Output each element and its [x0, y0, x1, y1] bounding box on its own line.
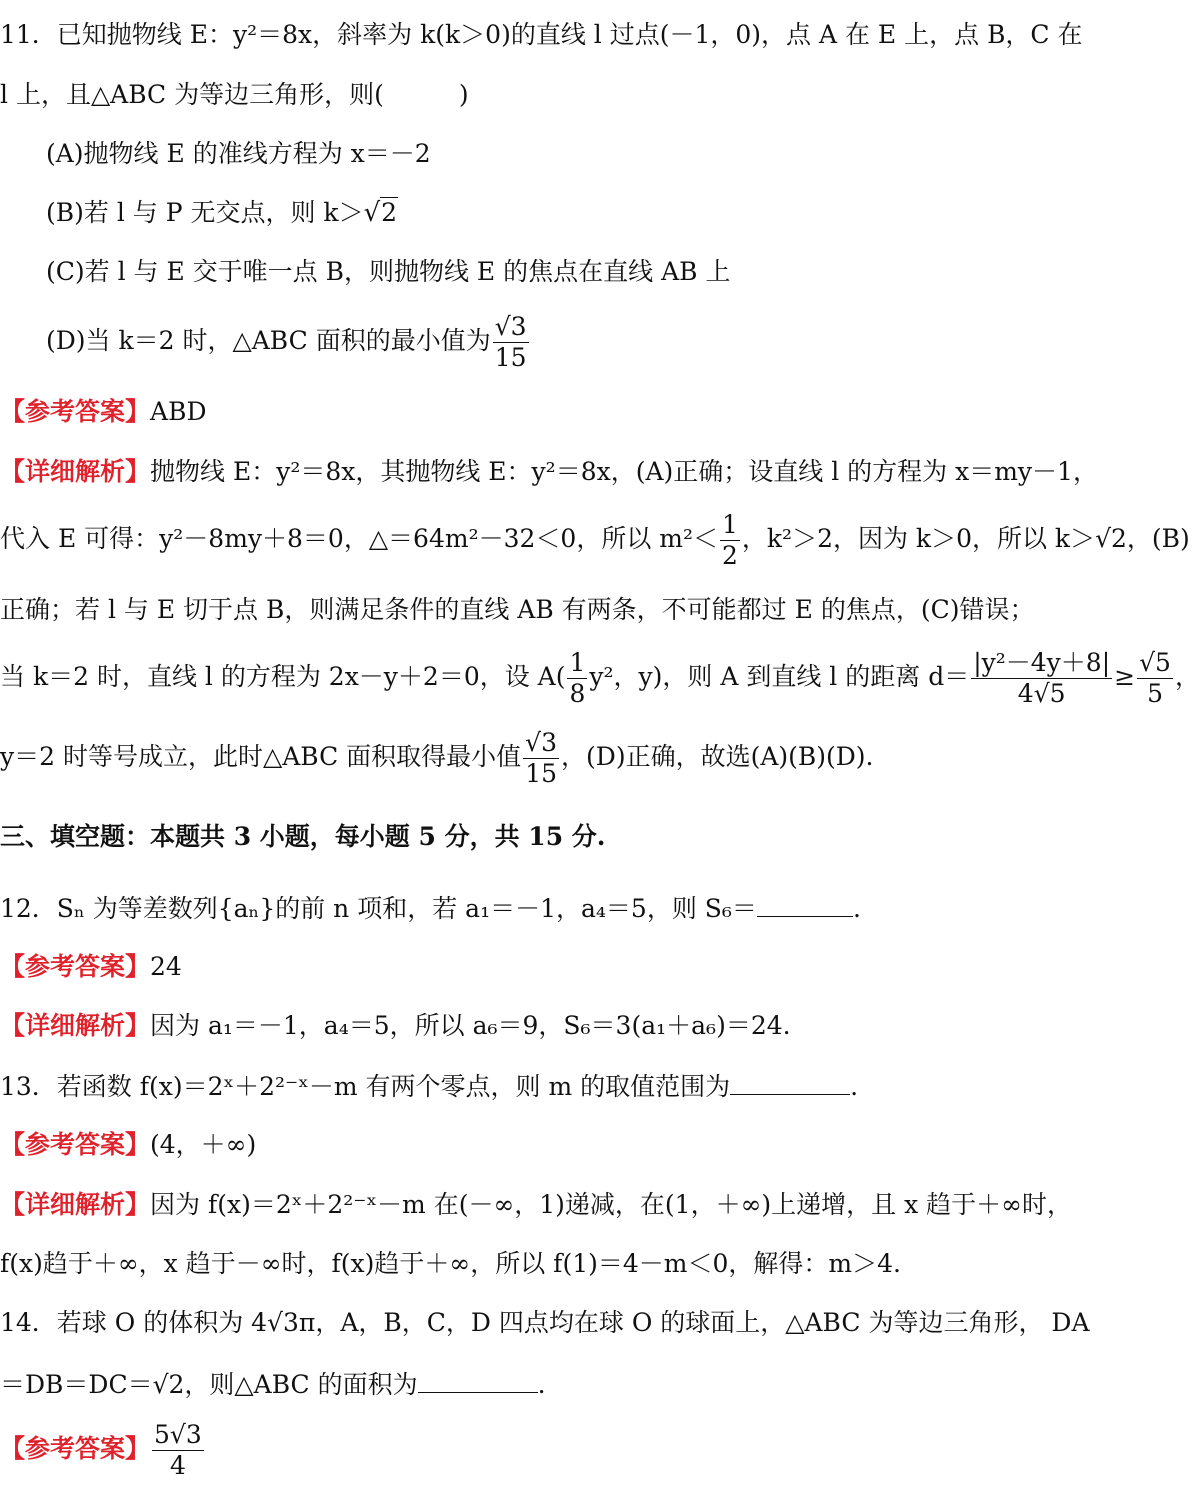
q11-analysis-line4 — [0, 648, 1200, 709]
q12-stem — [0, 890, 1080, 926]
fraction — [493, 312, 529, 373]
analysis-label: 【详细解析】 — [0, 1190, 151, 1219]
q13-stem — [0, 1068, 1080, 1104]
fraction-denominator: 8 — [569, 679, 586, 708]
fraction — [720, 510, 740, 571]
fraction — [523, 728, 559, 789]
answer-label: 【参考答案】 — [0, 952, 151, 981]
fraction-numerator: 1 — [569, 648, 586, 677]
q14-answer — [0, 1420, 1080, 1481]
geq-symbol: ≥ — [1114, 662, 1136, 691]
section-heading: 三、填空题：本题共 3 小题，每小题 5 分，共 15 分. — [0, 822, 606, 851]
fraction-numerator: 1 — [722, 510, 738, 539]
q13-answer — [0, 1128, 1080, 1162]
q11-option-b-radicand: 2 — [381, 198, 398, 227]
sqrt-symbol: √2 — [363, 198, 398, 228]
q13-analysis-line2: f(x)趋于＋∞，x 趋于－∞时，f(x)趋于＋∞，所以 f(1)＝4－m＜0，解得：m＞4. — [0, 1249, 901, 1278]
fraction-numerator: √3 — [525, 728, 558, 757]
answer-label: 【参考答案】 — [0, 397, 151, 426]
analysis-text: 当 k＝2 时，直线 l 的方程为 2x－y＋2＝0，设 A( — [0, 662, 566, 691]
q11-option-b — [46, 196, 1080, 230]
fraction-denominator: 15 — [494, 343, 527, 372]
q11-analysis-line2 — [0, 510, 1190, 571]
q11-option-a: (A)抛物线 E 的准线方程为 x＝－2 — [46, 139, 431, 168]
q12-answer — [0, 950, 1080, 984]
question-text: 12．Sₙ 为等差数列{aₙ}的前 n 项和，若 a₁＝－1，a₄＝5，则 S₆＝ — [0, 894, 757, 923]
analysis-text: y²，y)，则 A 到直线 l 的距离 d＝ — [589, 662, 970, 691]
analysis-label: 【详细解析】 — [0, 1011, 151, 1040]
fraction-denominator: 2 — [722, 541, 738, 570]
fraction-numerator: 5√3 — [154, 1420, 202, 1449]
question-end: . — [850, 1072, 859, 1101]
fraction — [567, 648, 587, 709]
analysis-text: ，k²＞2，因为 k＞0，所以 k＞√2，(B) — [741, 524, 1190, 553]
fraction-numerator: √5 — [1139, 648, 1171, 677]
answer-blank — [757, 890, 853, 917]
question-end: . — [852, 894, 861, 923]
analysis-text: 抛物线 E：y²＝8x，其抛物线 E：y²＝8x，(A)正确；设直线 l 的方程为 x＝my－1， — [150, 457, 1098, 486]
analysis-text: y＝2 时等号成立，此时△ABC 面积取得最小值 — [0, 742, 522, 771]
q11-analysis-line1 — [0, 455, 1098, 489]
fraction-numerator: |y²－4y＋8| — [973, 648, 1111, 677]
answer-blank — [418, 1366, 538, 1393]
fraction — [152, 1420, 204, 1481]
distance-fraction — [971, 648, 1112, 709]
q11-option-d — [46, 312, 1080, 373]
fraction — [1137, 648, 1173, 709]
analysis-text: ， — [1174, 662, 1200, 691]
q11-option-c: (C)若 l 与 E 交于唯一点 B，则抛物线 E 的焦点在直线 AB 上 — [46, 257, 731, 286]
answer-value: (4，＋∞) — [150, 1130, 257, 1159]
analysis-text: 代入 E 可得：y²－8my＋8＝0，△＝64m²－32＜0，所以 m²＜ — [0, 524, 718, 553]
analysis-text: 因为 f(x)＝2ˣ＋2²⁻ˣ－m 在(－∞，1)递减，在(1，＋∞)上递增，且 x 趋于＋∞时， — [150, 1190, 1072, 1219]
answer-blank — [730, 1068, 850, 1095]
q11-option-d-text: (D)当 k＝2 时，△ABC 面积的最小值为 — [46, 326, 491, 355]
fraction-denominator: 15 — [525, 759, 557, 788]
q13-analysis-line1 — [0, 1188, 1080, 1222]
analysis-text: 因为 a₁＝－1，a₄＝5，所以 a₆＝9，S₆＝3(a₁＋a₆)＝24. — [150, 1011, 791, 1040]
q14-stem-line1: 14．若球 O 的体积为 4√3π，A，B，C，D 四点均在球 O 的球面上，△ABC 为等边三角形， DA — [0, 1308, 1090, 1337]
q14-stem-line2 — [0, 1366, 1080, 1402]
fraction-denominator: 4 — [169, 1451, 186, 1480]
fraction-denominator: 4√5 — [1017, 679, 1066, 708]
q11-stem-line1: 11．已知抛物线 E：y²＝8x，斜率为 k(k＞0)的直线 l 过点(－1，0)，点 A 在 E 上，点 B，C 在 — [0, 20, 1083, 49]
q12-analysis — [0, 1009, 1080, 1043]
q11-answer — [0, 395, 1080, 429]
analysis-text: ，(D)正确，故选(A)(B)(D). — [561, 742, 874, 771]
fraction-numerator: √3 — [494, 312, 527, 341]
q11-stem-line2: l 上，且△ABC 为等边三角形，则( ) — [0, 80, 469, 109]
q11-analysis-line5 — [0, 728, 1080, 789]
answer-label: 【参考答案】 — [0, 1434, 151, 1463]
answer-value: ABD — [150, 397, 207, 426]
q11-analysis-line3: 正确；若 l 与 E 切于点 B，则满足条件的直线 AB 有两条，不可能都过 E 的焦点，(C)错误； — [0, 595, 1035, 624]
q11-option-b-text: (B)若 l 与 P 无交点，则 k＞ — [46, 198, 364, 227]
question-text: 13．若函数 f(x)＝2ˣ＋2²⁻ˣ－m 有两个零点，则 m 的取值范围为 — [0, 1072, 731, 1101]
answer-value: 24 — [150, 952, 182, 981]
analysis-label: 【详细解析】 — [0, 457, 151, 486]
fraction-denominator: 5 — [1147, 679, 1163, 708]
question-end: . — [537, 1370, 546, 1399]
answer-label: 【参考答案】 — [0, 1130, 151, 1159]
question-text: ＝DB＝DC＝√2，则△ABC 的面积为 — [0, 1370, 418, 1399]
